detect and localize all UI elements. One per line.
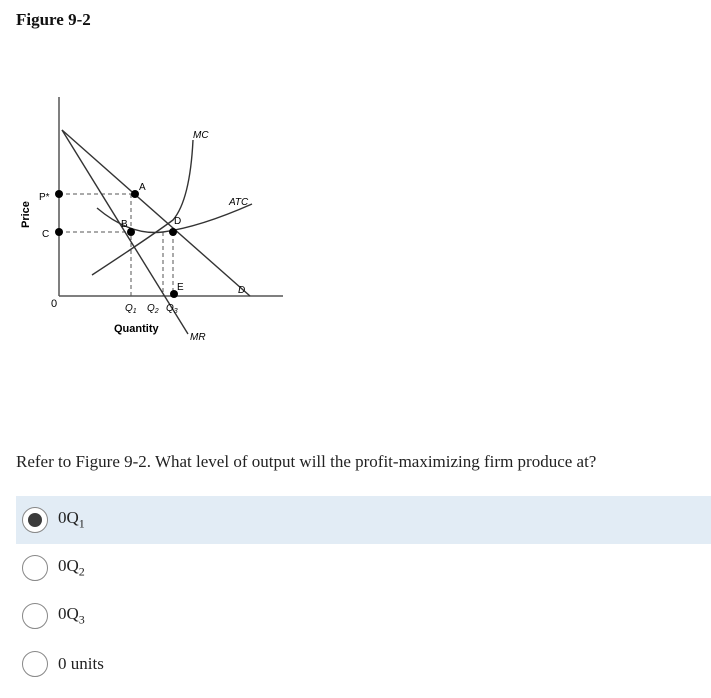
mc-curve bbox=[92, 140, 193, 275]
radio-button[interactable] bbox=[22, 555, 48, 581]
price-axis-label: Price bbox=[20, 201, 32, 228]
point-p bbox=[55, 190, 63, 198]
option-0q2[interactable] bbox=[16, 544, 711, 592]
price-c-label: C bbox=[42, 229, 50, 240]
q1-label: $Q_1$ bbox=[125, 303, 137, 315]
q3-label: $Q_3$ bbox=[166, 303, 178, 315]
point-d-label: D bbox=[174, 216, 182, 227]
point-d bbox=[169, 228, 177, 236]
point-a-label: A bbox=[139, 182, 146, 193]
option-label: $0Q_2$ bbox=[58, 556, 85, 579]
option-label: $0Q_3$ bbox=[58, 604, 85, 627]
option-0q3[interactable] bbox=[16, 592, 711, 640]
price-p-label: P* bbox=[39, 192, 50, 203]
point-c bbox=[55, 228, 63, 236]
option-0-units[interactable] bbox=[16, 640, 711, 688]
quantity-axis-label: Quantity bbox=[114, 323, 159, 335]
option-0q1[interactable] bbox=[16, 496, 711, 544]
radio-button-selected[interactable] bbox=[22, 507, 48, 533]
mr-label: MR bbox=[190, 332, 206, 343]
atc-label: ATC bbox=[229, 197, 249, 208]
figure-title: Figure 9-2 bbox=[16, 10, 91, 29]
answer-options bbox=[16, 496, 711, 688]
demand-curve bbox=[62, 130, 250, 296]
point-b-label: B bbox=[121, 219, 128, 230]
q2-label: $Q_2$ bbox=[147, 303, 159, 315]
radio-button[interactable] bbox=[22, 651, 48, 677]
radio-button[interactable] bbox=[22, 603, 48, 629]
mc-label: MC bbox=[193, 130, 209, 141]
d-label: D bbox=[238, 285, 246, 296]
point-a bbox=[131, 190, 139, 198]
point-b bbox=[127, 228, 135, 236]
option-label: 0 units bbox=[58, 654, 104, 673]
point-e-label: E bbox=[177, 282, 184, 293]
question-text: Refer to Figure 9-2. What level of output will the profit-maximizing firm produce at? bbox=[16, 452, 597, 471]
origin-label: 0 bbox=[51, 298, 58, 310]
option-label: $0Q_1$ bbox=[58, 508, 85, 531]
